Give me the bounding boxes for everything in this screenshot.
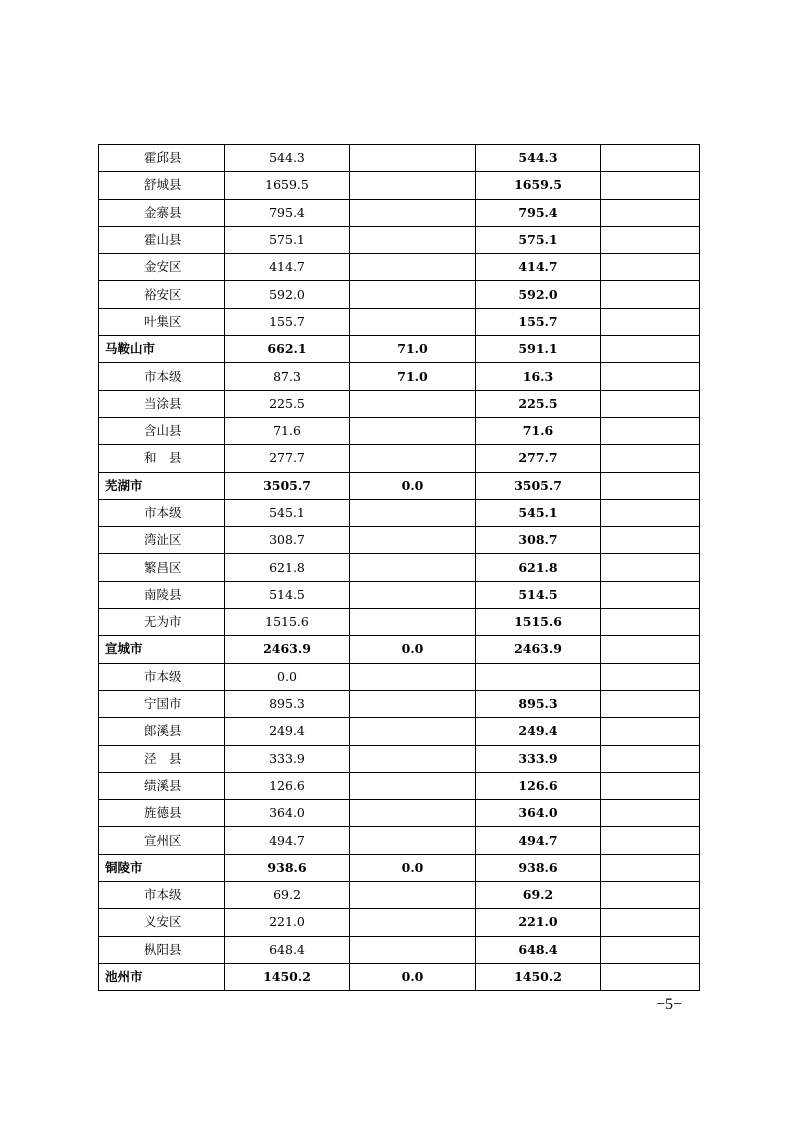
value-cell-3: 71.6	[476, 417, 601, 444]
value-cell-2	[350, 909, 476, 936]
value-cell-2	[350, 718, 476, 745]
value-cell-1: 2463.9	[225, 636, 350, 663]
value-cell-1: 938.6	[225, 854, 350, 881]
value-cell-2: 0.0	[350, 854, 476, 881]
value-cell-3: 2463.9	[476, 636, 601, 663]
value-cell-2: 0.0	[350, 636, 476, 663]
value-cell-4	[601, 145, 700, 172]
value-cell-3: 895.3	[476, 690, 601, 717]
value-cell-1: 592.0	[225, 281, 350, 308]
value-cell-2	[350, 390, 476, 417]
value-cell-2	[350, 226, 476, 253]
value-cell-1: 87.3	[225, 363, 350, 390]
value-cell-4	[601, 527, 700, 554]
value-cell-2	[350, 172, 476, 199]
value-cell-4	[601, 445, 700, 472]
value-cell-1: 895.3	[225, 690, 350, 717]
value-cell-3: 938.6	[476, 854, 601, 881]
value-cell-3: 1659.5	[476, 172, 601, 199]
value-cell-4	[601, 336, 700, 363]
region-name-cell: 繁昌区	[99, 554, 225, 581]
region-name-cell: 市本级	[99, 499, 225, 526]
region-name-cell: 市本级	[99, 663, 225, 690]
value-cell-1: 1450.2	[225, 963, 350, 990]
table-row	[99, 281, 700, 308]
value-cell-4	[601, 963, 700, 990]
value-cell-4	[601, 581, 700, 608]
value-cell-3: 16.3	[476, 363, 601, 390]
table-row	[99, 772, 700, 799]
value-cell-3: 575.1	[476, 226, 601, 253]
value-cell-1: 494.7	[225, 827, 350, 854]
region-name-cell: 旌德县	[99, 800, 225, 827]
region-name-cell: 市本级	[99, 882, 225, 909]
value-cell-3: 414.7	[476, 254, 601, 281]
value-cell-1: 662.1	[225, 336, 350, 363]
value-cell-1: 514.5	[225, 581, 350, 608]
table-row	[99, 554, 700, 581]
table-row	[99, 145, 700, 172]
value-cell-4	[601, 663, 700, 690]
value-cell-4	[601, 936, 700, 963]
table-row-city	[99, 636, 700, 663]
region-name-cell: 当涂县	[99, 390, 225, 417]
region-name-cell: 义安区	[99, 909, 225, 936]
value-cell-3: 591.1	[476, 336, 601, 363]
value-cell-2	[350, 690, 476, 717]
value-cell-3: 364.0	[476, 800, 601, 827]
value-cell-4	[601, 390, 700, 417]
table-body	[99, 145, 700, 991]
value-cell-4	[601, 472, 700, 499]
region-name-cell: 霍山县	[99, 226, 225, 253]
value-cell-1: 308.7	[225, 527, 350, 554]
value-cell-1: 333.9	[225, 745, 350, 772]
table-row	[99, 718, 700, 745]
value-cell-4	[601, 226, 700, 253]
value-cell-3: 155.7	[476, 308, 601, 335]
table-row	[99, 226, 700, 253]
table-row	[99, 800, 700, 827]
value-cell-2	[350, 827, 476, 854]
value-cell-4	[601, 636, 700, 663]
value-cell-4	[601, 199, 700, 226]
value-cell-2	[350, 417, 476, 444]
region-name-cell: 叶集区	[99, 308, 225, 335]
value-cell-2	[350, 445, 476, 472]
value-cell-4	[601, 909, 700, 936]
value-cell-2: 71.0	[350, 363, 476, 390]
table-row	[99, 609, 700, 636]
table-row	[99, 827, 700, 854]
value-cell-3: 221.0	[476, 909, 601, 936]
table-row	[99, 909, 700, 936]
value-cell-1: 1515.6	[225, 609, 350, 636]
value-cell-1: 414.7	[225, 254, 350, 281]
value-cell-4	[601, 363, 700, 390]
value-cell-2: 0.0	[350, 472, 476, 499]
region-name-cell: 霍邱县	[99, 145, 225, 172]
value-cell-2	[350, 581, 476, 608]
value-cell-3: 545.1	[476, 499, 601, 526]
table-row	[99, 745, 700, 772]
region-name-cell: 和 县	[99, 445, 225, 472]
table-row-city	[99, 336, 700, 363]
value-cell-4	[601, 718, 700, 745]
value-cell-1: 3505.7	[225, 472, 350, 499]
region-name-cell: 南陵县	[99, 581, 225, 608]
region-name-cell: 郎溪县	[99, 718, 225, 745]
page-number: −5−	[656, 996, 683, 1013]
value-cell-1: 69.2	[225, 882, 350, 909]
value-cell-2	[350, 800, 476, 827]
region-name-cell: 无为市	[99, 609, 225, 636]
value-cell-4	[601, 554, 700, 581]
value-cell-3: 333.9	[476, 745, 601, 772]
value-cell-4	[601, 800, 700, 827]
region-name-cell: 裕安区	[99, 281, 225, 308]
value-cell-3: 621.8	[476, 554, 601, 581]
region-name-cell: 绩溪县	[99, 772, 225, 799]
region-name-cell: 金安区	[99, 254, 225, 281]
value-cell-2	[350, 554, 476, 581]
table-row	[99, 445, 700, 472]
value-cell-1: 126.6	[225, 772, 350, 799]
region-name-cell: 枞阳县	[99, 936, 225, 963]
value-cell-4	[601, 609, 700, 636]
region-name-cell: 舒城县	[99, 172, 225, 199]
value-cell-2	[350, 281, 476, 308]
table-row	[99, 690, 700, 717]
table-row	[99, 254, 700, 281]
value-cell-2	[350, 663, 476, 690]
value-cell-1: 795.4	[225, 199, 350, 226]
table-row	[99, 390, 700, 417]
value-cell-1: 277.7	[225, 445, 350, 472]
value-cell-1: 1659.5	[225, 172, 350, 199]
value-cell-1: 544.3	[225, 145, 350, 172]
value-cell-3: 494.7	[476, 827, 601, 854]
value-cell-2	[350, 609, 476, 636]
value-cell-4	[601, 308, 700, 335]
value-cell-3: 544.3	[476, 145, 601, 172]
value-cell-2	[350, 145, 476, 172]
value-cell-3: 795.4	[476, 199, 601, 226]
table-row	[99, 581, 700, 608]
value-cell-1: 621.8	[225, 554, 350, 581]
region-name-cell: 宣州区	[99, 827, 225, 854]
value-cell-3: 69.2	[476, 882, 601, 909]
value-cell-4	[601, 854, 700, 881]
value-cell-4	[601, 827, 700, 854]
value-cell-3: 225.5	[476, 390, 601, 417]
region-name-cell: 池州市	[99, 963, 225, 990]
value-cell-3	[476, 663, 601, 690]
region-name-cell: 宣城市	[99, 636, 225, 663]
value-cell-3: 1515.6	[476, 609, 601, 636]
region-name-cell: 湾沚区	[99, 527, 225, 554]
table-row	[99, 499, 700, 526]
value-cell-1: 364.0	[225, 800, 350, 827]
value-cell-3: 249.4	[476, 718, 601, 745]
region-name-cell: 含山县	[99, 417, 225, 444]
value-cell-1: 71.6	[225, 417, 350, 444]
value-cell-2	[350, 199, 476, 226]
value-cell-2: 0.0	[350, 963, 476, 990]
table-row	[99, 417, 700, 444]
value-cell-2	[350, 308, 476, 335]
value-cell-1: 545.1	[225, 499, 350, 526]
region-name-cell: 泾 县	[99, 745, 225, 772]
value-cell-2	[350, 772, 476, 799]
value-cell-1: 648.4	[225, 936, 350, 963]
region-name-cell: 芜湖市	[99, 472, 225, 499]
value-cell-4	[601, 417, 700, 444]
value-cell-4	[601, 745, 700, 772]
table-row	[99, 527, 700, 554]
value-cell-2	[350, 882, 476, 909]
table-row-city	[99, 963, 700, 990]
value-cell-4	[601, 772, 700, 799]
table-row	[99, 172, 700, 199]
table-row	[99, 882, 700, 909]
region-name-cell: 金寨县	[99, 199, 225, 226]
value-cell-1: 0.0	[225, 663, 350, 690]
value-cell-3: 308.7	[476, 527, 601, 554]
table-row	[99, 363, 700, 390]
value-cell-3: 592.0	[476, 281, 601, 308]
table-row	[99, 308, 700, 335]
value-cell-3: 277.7	[476, 445, 601, 472]
value-cell-4	[601, 281, 700, 308]
table-row	[99, 936, 700, 963]
value-cell-3: 648.4	[476, 936, 601, 963]
value-cell-4	[601, 882, 700, 909]
value-cell-4	[601, 690, 700, 717]
value-cell-2	[350, 745, 476, 772]
value-cell-1: 225.5	[225, 390, 350, 417]
value-cell-2: 71.0	[350, 336, 476, 363]
value-cell-2	[350, 527, 476, 554]
allocation-table	[98, 144, 700, 991]
value-cell-4	[601, 499, 700, 526]
value-cell-1: 221.0	[225, 909, 350, 936]
table-row	[99, 663, 700, 690]
region-name-cell: 铜陵市	[99, 854, 225, 881]
table-row-city	[99, 854, 700, 881]
value-cell-4	[601, 254, 700, 281]
value-cell-3: 514.5	[476, 581, 601, 608]
region-name-cell: 市本级	[99, 363, 225, 390]
region-name-cell: 马鞍山市	[99, 336, 225, 363]
value-cell-3: 1450.2	[476, 963, 601, 990]
value-cell-3: 3505.7	[476, 472, 601, 499]
value-cell-4	[601, 172, 700, 199]
value-cell-2	[350, 499, 476, 526]
table-row	[99, 199, 700, 226]
region-name-cell: 宁国市	[99, 690, 225, 717]
value-cell-1: 249.4	[225, 718, 350, 745]
value-cell-1: 575.1	[225, 226, 350, 253]
value-cell-1: 155.7	[225, 308, 350, 335]
table-row-city	[99, 472, 700, 499]
value-cell-2	[350, 254, 476, 281]
value-cell-3: 126.6	[476, 772, 601, 799]
value-cell-2	[350, 936, 476, 963]
